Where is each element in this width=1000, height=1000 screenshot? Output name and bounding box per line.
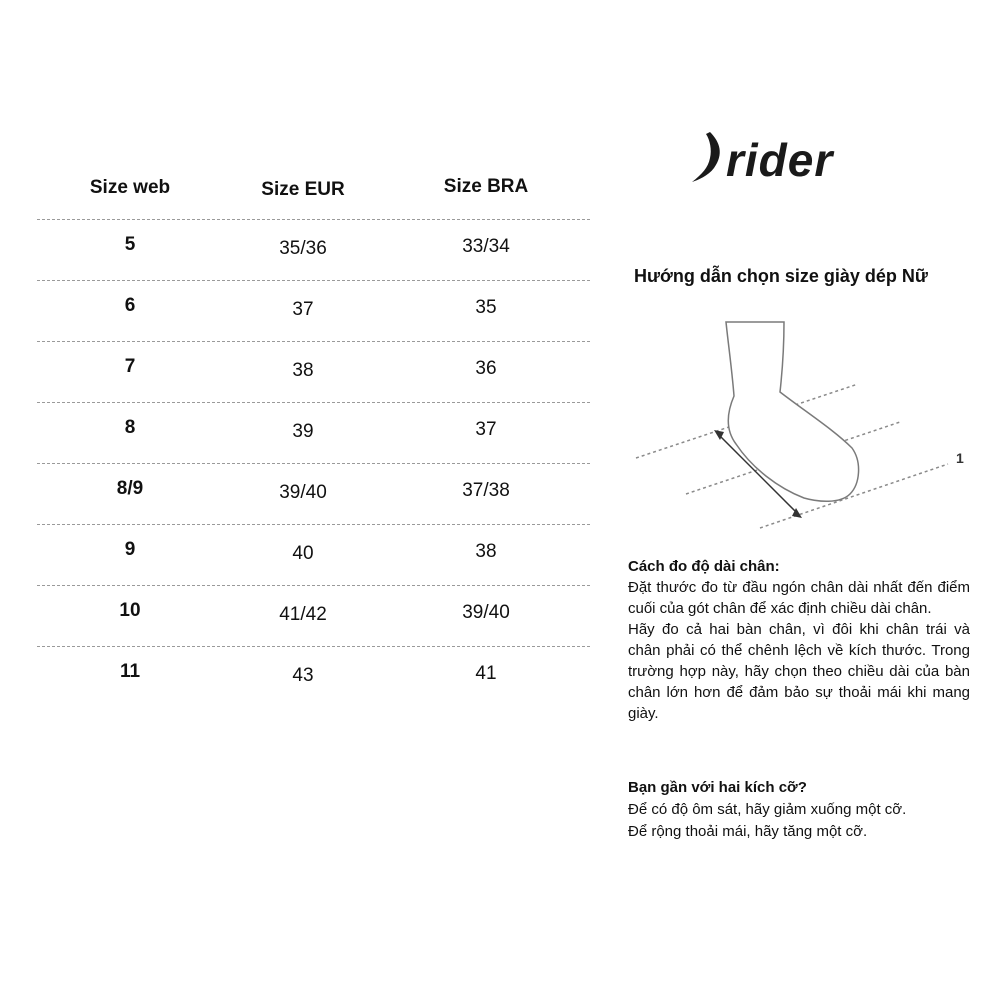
cell-size-web: 10 — [119, 600, 141, 621]
cell-size-web: 8 — [124, 417, 136, 438]
logo-wordmark: rider — [726, 134, 834, 186]
cell-size-eur: 41/42 — [279, 604, 327, 625]
table-row — [37, 402, 590, 463]
table-row — [37, 280, 590, 341]
cell-size-web: 11 — [119, 661, 141, 682]
guide-title: Hướng dẫn chọn size giày dép Nữ — [634, 266, 928, 286]
cell-size-eur: 37 — [292, 299, 314, 320]
cell-size-eur: 39/40 — [279, 482, 327, 503]
cell-size-eur: 38 — [292, 360, 314, 381]
table-row — [37, 585, 590, 646]
cell-size-web: 7 — [124, 356, 136, 377]
header-size-web: Size web — [89, 177, 171, 198]
cell-size-eur: 39 — [292, 421, 314, 442]
rider-logo — [690, 128, 912, 186]
cell-size-web: 5 — [124, 234, 136, 255]
cell-size-eur: 43 — [292, 665, 314, 686]
illustration-label: 1 — [956, 450, 964, 466]
table-row — [37, 524, 590, 585]
table-row — [37, 463, 590, 524]
between-line-1: Để có độ ôm sát, hãy giảm xuống một cỡ. — [628, 801, 907, 818]
cell-size-eur: 35/36 — [279, 238, 327, 259]
cell-size-bra: 38 — [475, 541, 497, 562]
cell-size-bra: 35 — [475, 297, 497, 318]
cell-size-bra: 37/38 — [462, 480, 510, 501]
cell-size-bra: 36 — [475, 358, 497, 379]
size-table — [37, 165, 590, 707]
cell-size-web: 6 — [124, 295, 136, 316]
cell-size-bra: 39/40 — [462, 602, 510, 623]
table-row — [37, 341, 590, 402]
measure-paragraph-2: Hãy đo cả hai bàn chân, vì đôi khi chân trái và chân phải có thể chênh lệch về kích thước. Trong trường hợp này, hãy chọn theo chiều dài của bàn chân lớn hơn để đảm bảo sự thoải mái khi mang giày. — [628, 621, 970, 722]
cell-size-eur: 40 — [292, 543, 314, 564]
between-heading: Bạn gần với hai kích cỡ? — [628, 779, 807, 796]
measure-instructions — [628, 556, 970, 724]
table-row — [37, 219, 590, 280]
header-size-eur: Size EUR — [261, 179, 345, 200]
header-size-bra: Size BRA — [443, 176, 529, 197]
cell-size-web: 9 — [124, 539, 136, 560]
measure-paragraph-1: Đặt thước đo từ đầu ngón chân dài nhất đến điểm cuối của gót chân để xác định chiều dài chân. — [628, 579, 970, 617]
table-header — [37, 165, 590, 219]
between-line-2: Để rộng thoải mái, hãy tăng một cỡ. — [628, 823, 868, 840]
cell-size-bra: 33/34 — [462, 236, 510, 257]
between-sizes-tip — [628, 777, 970, 843]
measure-heading: Cách đo độ dài chân: — [628, 558, 780, 575]
cell-size-bra: 41 — [475, 663, 497, 684]
cell-size-web: 8/9 — [116, 478, 144, 499]
table-row — [37, 646, 590, 707]
cell-size-bra: 37 — [475, 419, 497, 440]
foot-measure-illustration — [628, 318, 978, 533]
